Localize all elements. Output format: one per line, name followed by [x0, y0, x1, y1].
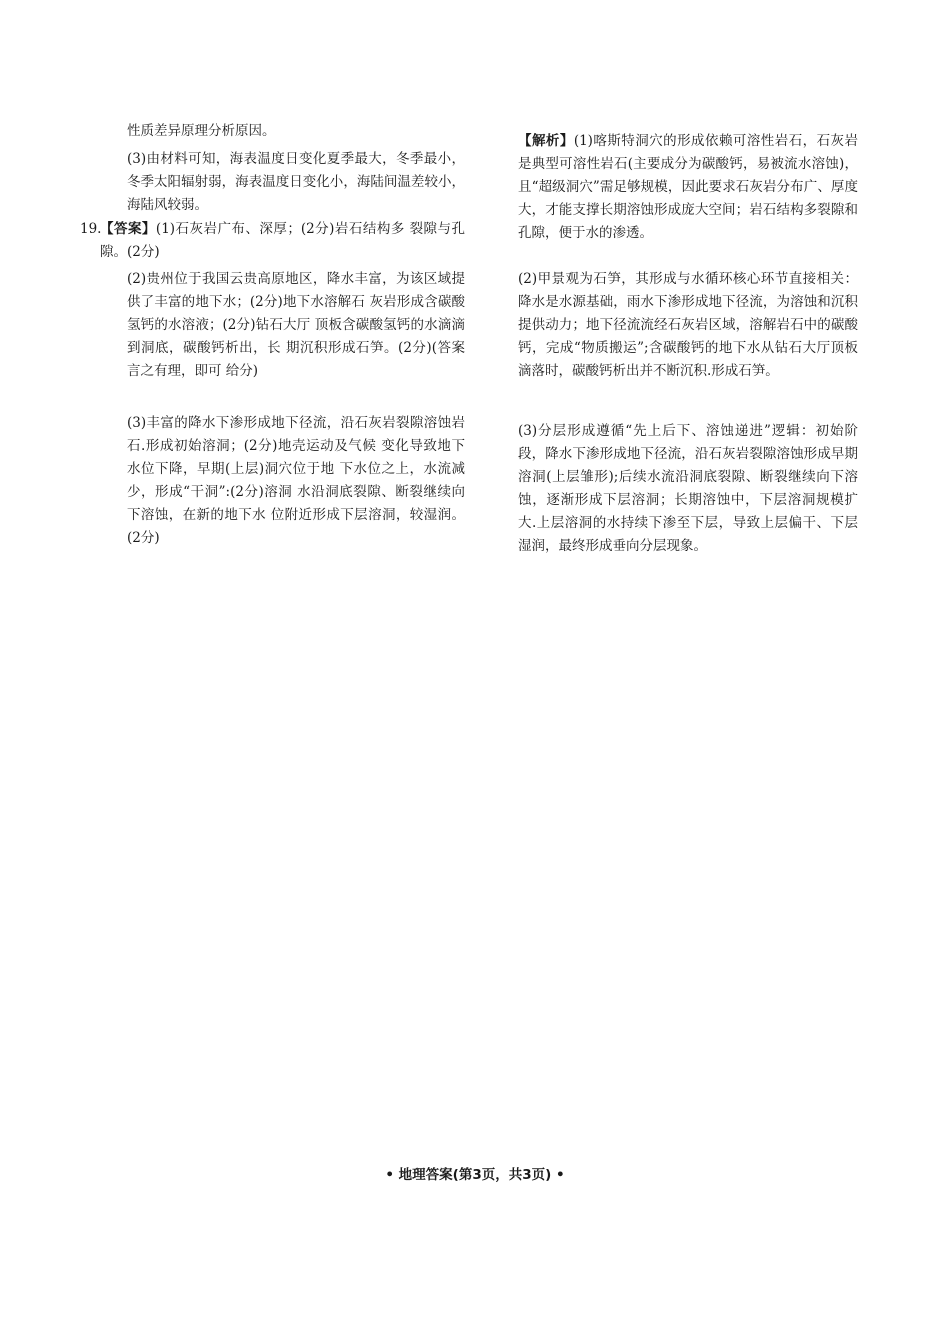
analysis-tag: 【解析】	[518, 133, 574, 149]
analysis-part-2: (2)甲景观为石笋，其形成与水循环核心环节直接相关：降水是水源基础，雨水下渗形成地下径流，为溶蚀和沉积提供动力；地下径流流经石灰岩区域，溶解岩石中的碳酸钙，完成“物质搬运”;含碳酸钙的地下水从钻石大厅顶板滴落时，碳酸钙析出并不断沉积.形成石笋。	[518, 271, 858, 379]
left-paragraph-0: 性质差异原理分析原因。	[127, 123, 276, 139]
question-19-part-2: (2)贵州位于我国云贵高原地区，降水丰富，为该区域提供了丰富的地下水；(2分)地下水溶解石 灰岩形成含碳酸氢钙的水溶液；(2分)钻石大厅 顶板含碳酸氢钙的水滴滴到洞底，碳酸钙析出，长 期沉积形成石笋。(2分)(答案言之有理，即可 给分)	[127, 271, 465, 379]
question-19-number: 19.	[80, 221, 102, 237]
analysis-part-1: (1)喀斯特洞穴的形成依赖可溶性岩石，石灰岩是典型可溶性岩石(主要成分为碳酸钙，易被流水溶蚀)，且“超级洞穴”需足够规模，因此要求石灰岩分布广、厚度大，才能支撑长期溶蚀形成庞大空间；岩石结构多裂隙和孔隙，便于水的渗透。	[518, 133, 859, 241]
question-19-part-1: (1)石灰岩广布、深厚；(2分)岩石结构多 裂隙与孔隙。(2分)	[100, 221, 465, 260]
page-footer: • 地理答案(第3页，共3页) •	[385, 1167, 565, 1183]
answer-tag: 【答案】	[100, 221, 156, 237]
analysis-part-3: (3)分层形成遵循“先上后下、溶蚀递进”逻辑：初始阶段，降水下渗形成地下径流，沿石灰岩裂隙溶蚀形成早期溶洞(上层雏形);后续水流沿洞底裂隙、断裂继续向下溶蚀，逐渐形成下层溶洞；长期溶蚀中，下层溶洞规模扩大.上层溶洞的水持续下渗至下层，导致上层偏干、下层湿润，最终形成垂向分层现象。	[518, 423, 858, 554]
analysis-part-1-block	[518, 130, 858, 245]
question-19-part-3: (3)丰富的降水下渗形成地下径流，沿石灰岩裂隙溶蚀岩石.形成初始溶洞；(2分)地壳运动及气候 变化导致地下水位下降，早期(上层)洞穴位于地 下水位之上，水流减少，形成“干洞”:(2分)溶洞 水沿洞底裂隙、断裂继续向下溶蚀，在新的地下水 位附近形成下层溶洞，较湿润。(2分)	[127, 415, 465, 546]
left-paragraph-1: (3)由材料可知，海表温度日变化夏季最大，冬季最小，冬季太阳辐射弱，海表温度日变化小，海陆间温差较小，海陆风较弱。	[127, 151, 465, 213]
question-19-block	[80, 218, 465, 264]
